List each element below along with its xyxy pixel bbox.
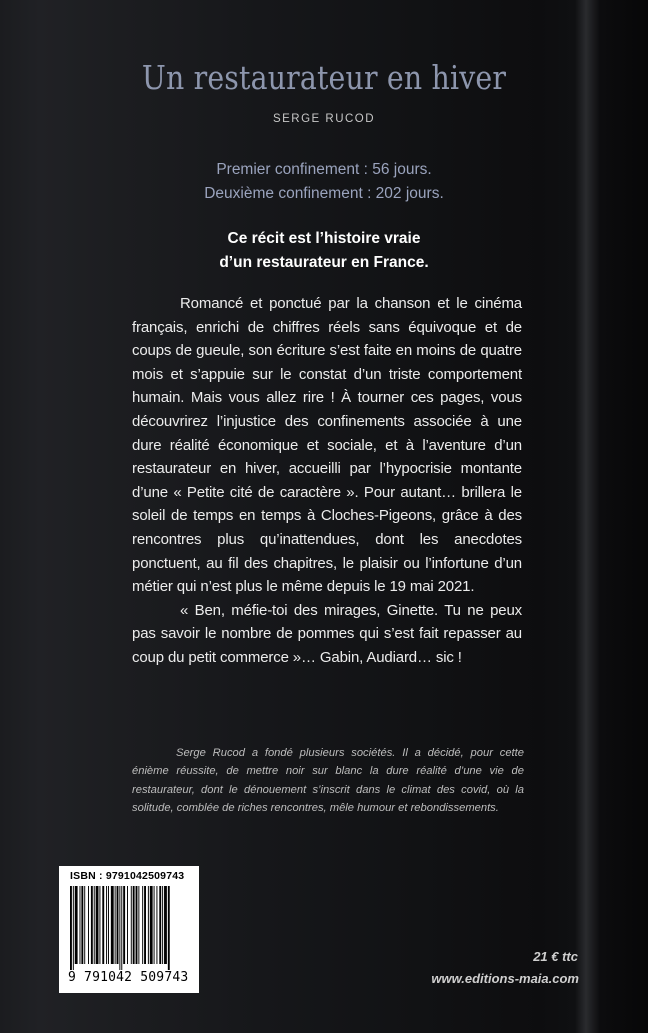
confinement-summary [0,158,648,206]
barcode-bar [150,886,153,964]
isbn-barcode [59,866,199,993]
barcode-bar [142,886,143,964]
barcode-bar [96,886,99,964]
barcode-bar [138,886,139,964]
barcode-digits: 9 791042 509743 [68,970,189,985]
barcode-bar [73,886,74,970]
book-title: Un restaurateur en hiver [141,58,507,97]
barcode-bar [136,886,138,964]
author-bio-text: Serge Rucod a fondé plusieurs sociétés. Il a décidé, pour cette énième réussite, de mettre noir sur blanc la dure réalité d’une vie de restaurateur, dont le dénouement s’inscrit dans le climat des covid, où la solitude, comblée de riches rencontres, mêle humour et rebondissements. [132,747,524,815]
barcode-bar [144,886,146,964]
barcode-bar [84,886,85,964]
blurb-paragraph-2: « Ben, méfie-toi des mirages, Ginette. Tu ne peux pas savoir le nombre de pommes qui s’est fait repasser au coup du petit commerce »… Gabin, Audiard… sic ! [132,601,522,666]
barcode-bar [102,886,104,964]
barcode-bar [99,886,100,964]
barcode-bar [162,886,163,964]
barcode-bar [115,886,116,964]
blurb-paragraph-1: Romancé et ponctué par la chanson et le cinéma français, enrichi de chiffres réels sans équivoque et de coups de gueule, son écriture s’est faite en moins de quatre mois et s’appuie sur le constat d’un triste comportement humain. Mais vous allez rire ! À tourner ces pages, vous découvrirez l’injustice des confinements associée à une dure réalité économique et sociale, et à l’aventure d’un restaurateur en hiver, accueilli par l’hypocrisie montante d’une « Petite cité de caractère ». Pour autant… brillera le soleil de temps en temps à Cloches-Pigeons, grâce à des rencontres plus qu’inattendues, dont les anecdotes ponctuent, au fil des chapitres, le plaisir ou l’infortune d’un métier qui n’est plus le même depuis le 19 mai 2021. [132,295,522,596]
barcode-bars [59,886,199,970]
blurb-text [132,292,522,670]
barcode-bar [131,886,132,964]
tagline-line-1: Ce récit est l’histoire vraie [227,230,421,247]
barcode-bar [75,886,78,964]
barcode-bar [111,886,114,964]
publisher-website: www.editions-maia.com [431,971,579,986]
barcode-bar [88,886,89,964]
barcode-bar [127,886,128,964]
barcode-bar [81,886,83,964]
barcode-bar [94,886,95,964]
barcode-bar [80,886,81,964]
barcode-bar [148,886,149,964]
first-confinement-line: Premier confinement : 56 jours. [216,161,432,178]
barcode-bar [156,886,157,964]
price: 21 € ttc [533,949,578,964]
second-confinement-line: Deuxième confinement : 202 jours. [204,185,444,202]
barcode-bar [154,886,155,964]
isbn-label: ISBN : 9791042509743 [70,870,185,882]
barcode-bar [159,886,161,964]
barcode-bar [164,886,167,964]
barcode-bar [133,886,135,964]
barcode-bar [123,886,125,964]
barcode-bar [119,886,120,970]
tagline [0,227,648,275]
barcode-bar [108,886,109,964]
barcode-bar [106,886,107,964]
tagline-line-2: d’un restaurateur en France. [219,254,429,271]
barcode-bar [168,886,170,970]
author-bio [132,744,524,818]
barcode-bar [121,886,122,970]
barcode-bar [70,886,72,970]
barcode-bar [117,886,119,964]
barcode-bar [91,886,93,964]
author-name: SERGE RUCOD [272,113,376,125]
